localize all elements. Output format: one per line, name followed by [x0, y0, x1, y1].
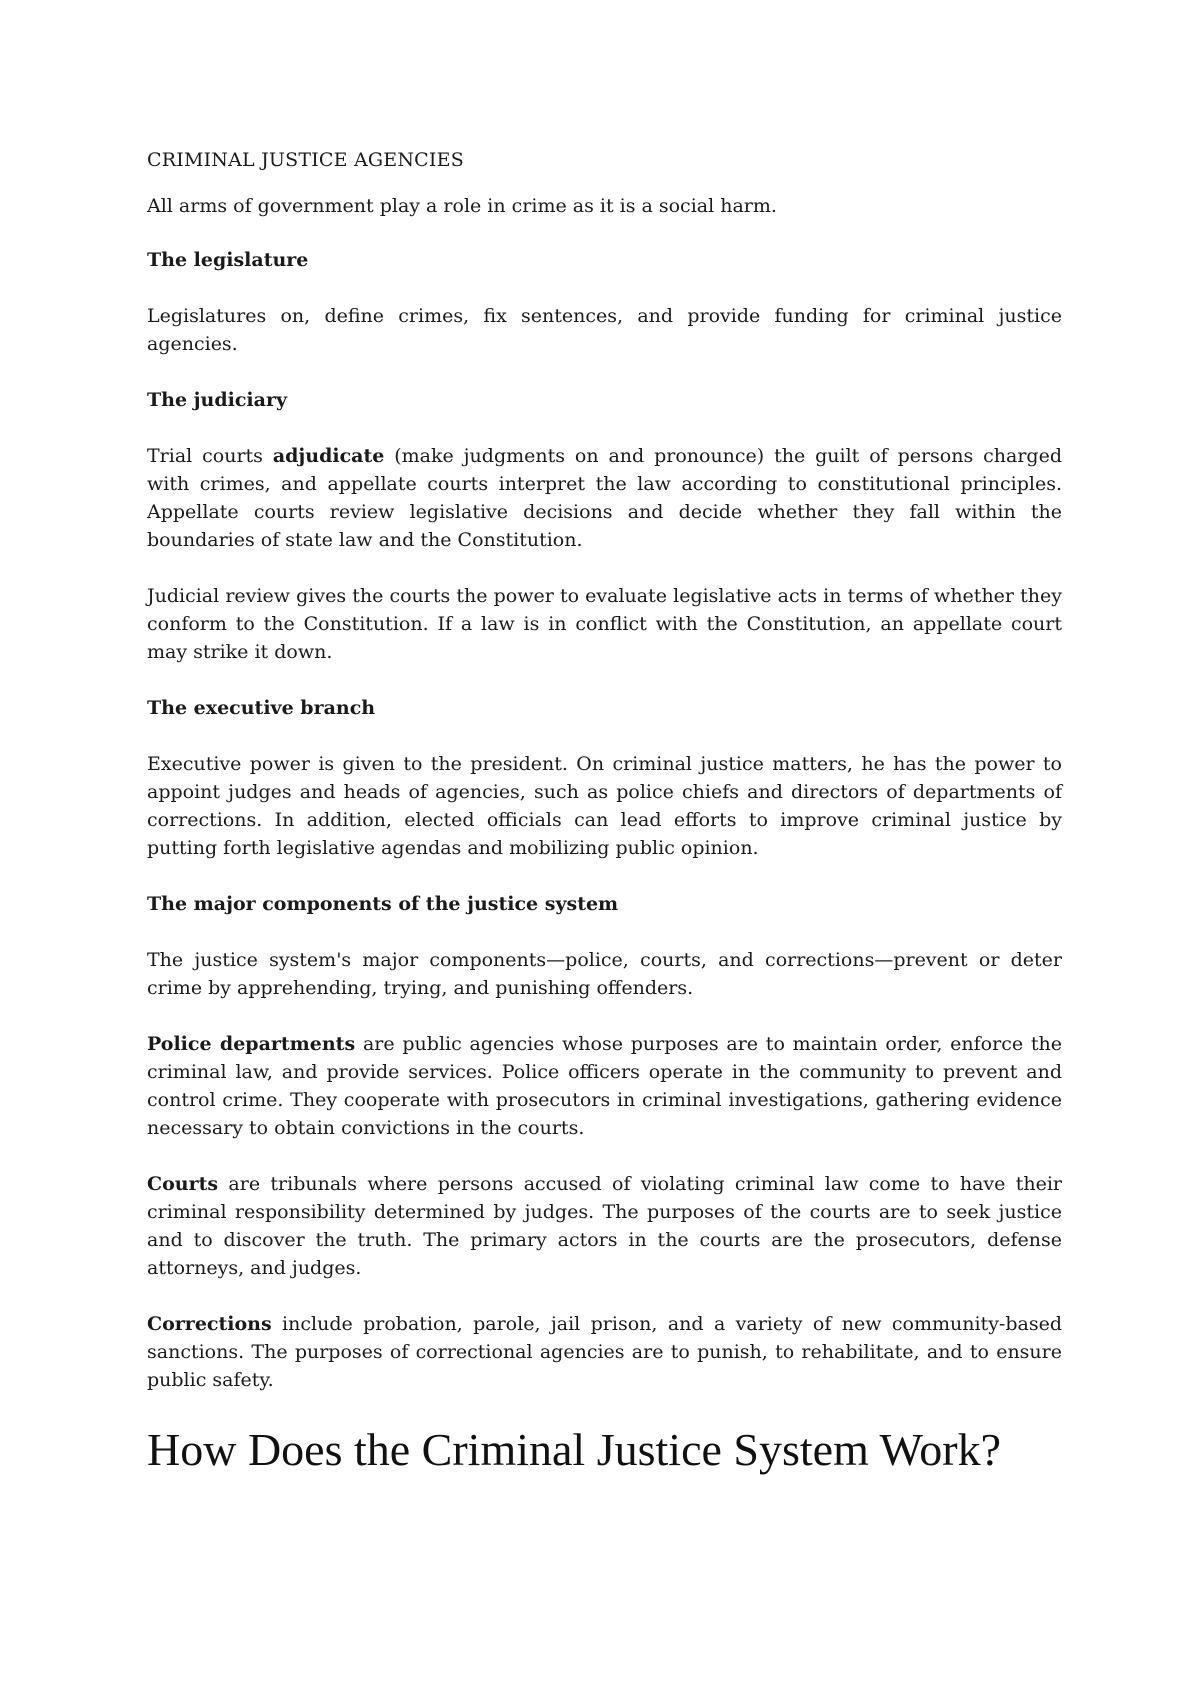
main-heading: How Does the Criminal Justice System Work? — [147, 1424, 1002, 1475]
judiciary-text-rest: (make judgments on and pronounce) the guilt of persons charged with crimes, and appellate courts interpret the law according to constitutional principles. Appellate courts review legislative decisions and decide whether they fall within the boundaries of state law and the Constitution. — [147, 445, 1062, 551]
judiciary-paragraph — [147, 442, 1062, 554]
police-paragraph — [147, 1030, 1062, 1142]
legislature-paragraph: Legislatures on, define crimes, fix sentences, and provide funding for criminal justice agencies. — [147, 305, 1062, 355]
document-page — [147, 146, 1062, 1478]
section-heading-components: The major components of the justice system — [147, 893, 619, 915]
term-adjudicate: adjudicate — [272, 445, 385, 467]
corrections-text: include probation, parole, jail prison, and a variety of new community-based sanctions. The purposes of correctional agencies are to punish, to rehabilitate, and to ensure public safety. — [147, 1313, 1062, 1391]
judiciary-text-start: Trial courts — [147, 445, 273, 467]
section-heading-judiciary: The judiciary — [147, 389, 287, 411]
section-heading-executive: The executive branch — [147, 697, 376, 719]
courts-text: are tribunals where persons accused of violating criminal law come to have their criminal responsibility determined by judges. The purposes of the courts are to seek justice and to discover the truth. The primary actors in the courts are the prosecutors, defense attorneys, and judges. — [147, 1173, 1062, 1279]
components-paragraph: The justice system's major components—police, courts, and corrections—prevent or deter crime by apprehending, trying, and punishing offenders. — [147, 949, 1062, 999]
section-heading-legislature: The legislature — [147, 249, 309, 271]
term-police-departments: Police departments — [147, 1033, 356, 1055]
intro-paragraph: All arms of government play a role in crime as it is a social harm. — [147, 195, 777, 217]
term-corrections: Corrections — [147, 1313, 272, 1335]
judicial-review-paragraph: Judicial review gives the courts the power to evaluate legislative acts in terms of whether they conform to the Constitution. If a law is in conflict with the Constitution, an appellate court may strike it down. — [147, 585, 1062, 663]
police-text: are public agencies whose purposes are to maintain order, enforce the criminal law, and provide services. Police officers operate in the community to prevent and control crime. They cooperate with prosecutors in criminal investigations, gathering evidence necessary to obtain convictions in the courts. — [147, 1033, 1062, 1139]
corrections-paragraph — [147, 1310, 1062, 1394]
document-title: CRIMINAL JUSTICE AGENCIES — [147, 149, 464, 171]
term-courts: Courts — [147, 1173, 219, 1195]
courts-paragraph — [147, 1170, 1062, 1282]
executive-paragraph: Executive power is given to the president. On criminal justice matters, he has the power to appoint judges and heads of agencies, such as police chiefs and directors of departments of corrections. In addition, elected officials can lead efforts to improve criminal justice by putting forth legislative agendas and mobilizing public opinion. — [147, 753, 1062, 859]
